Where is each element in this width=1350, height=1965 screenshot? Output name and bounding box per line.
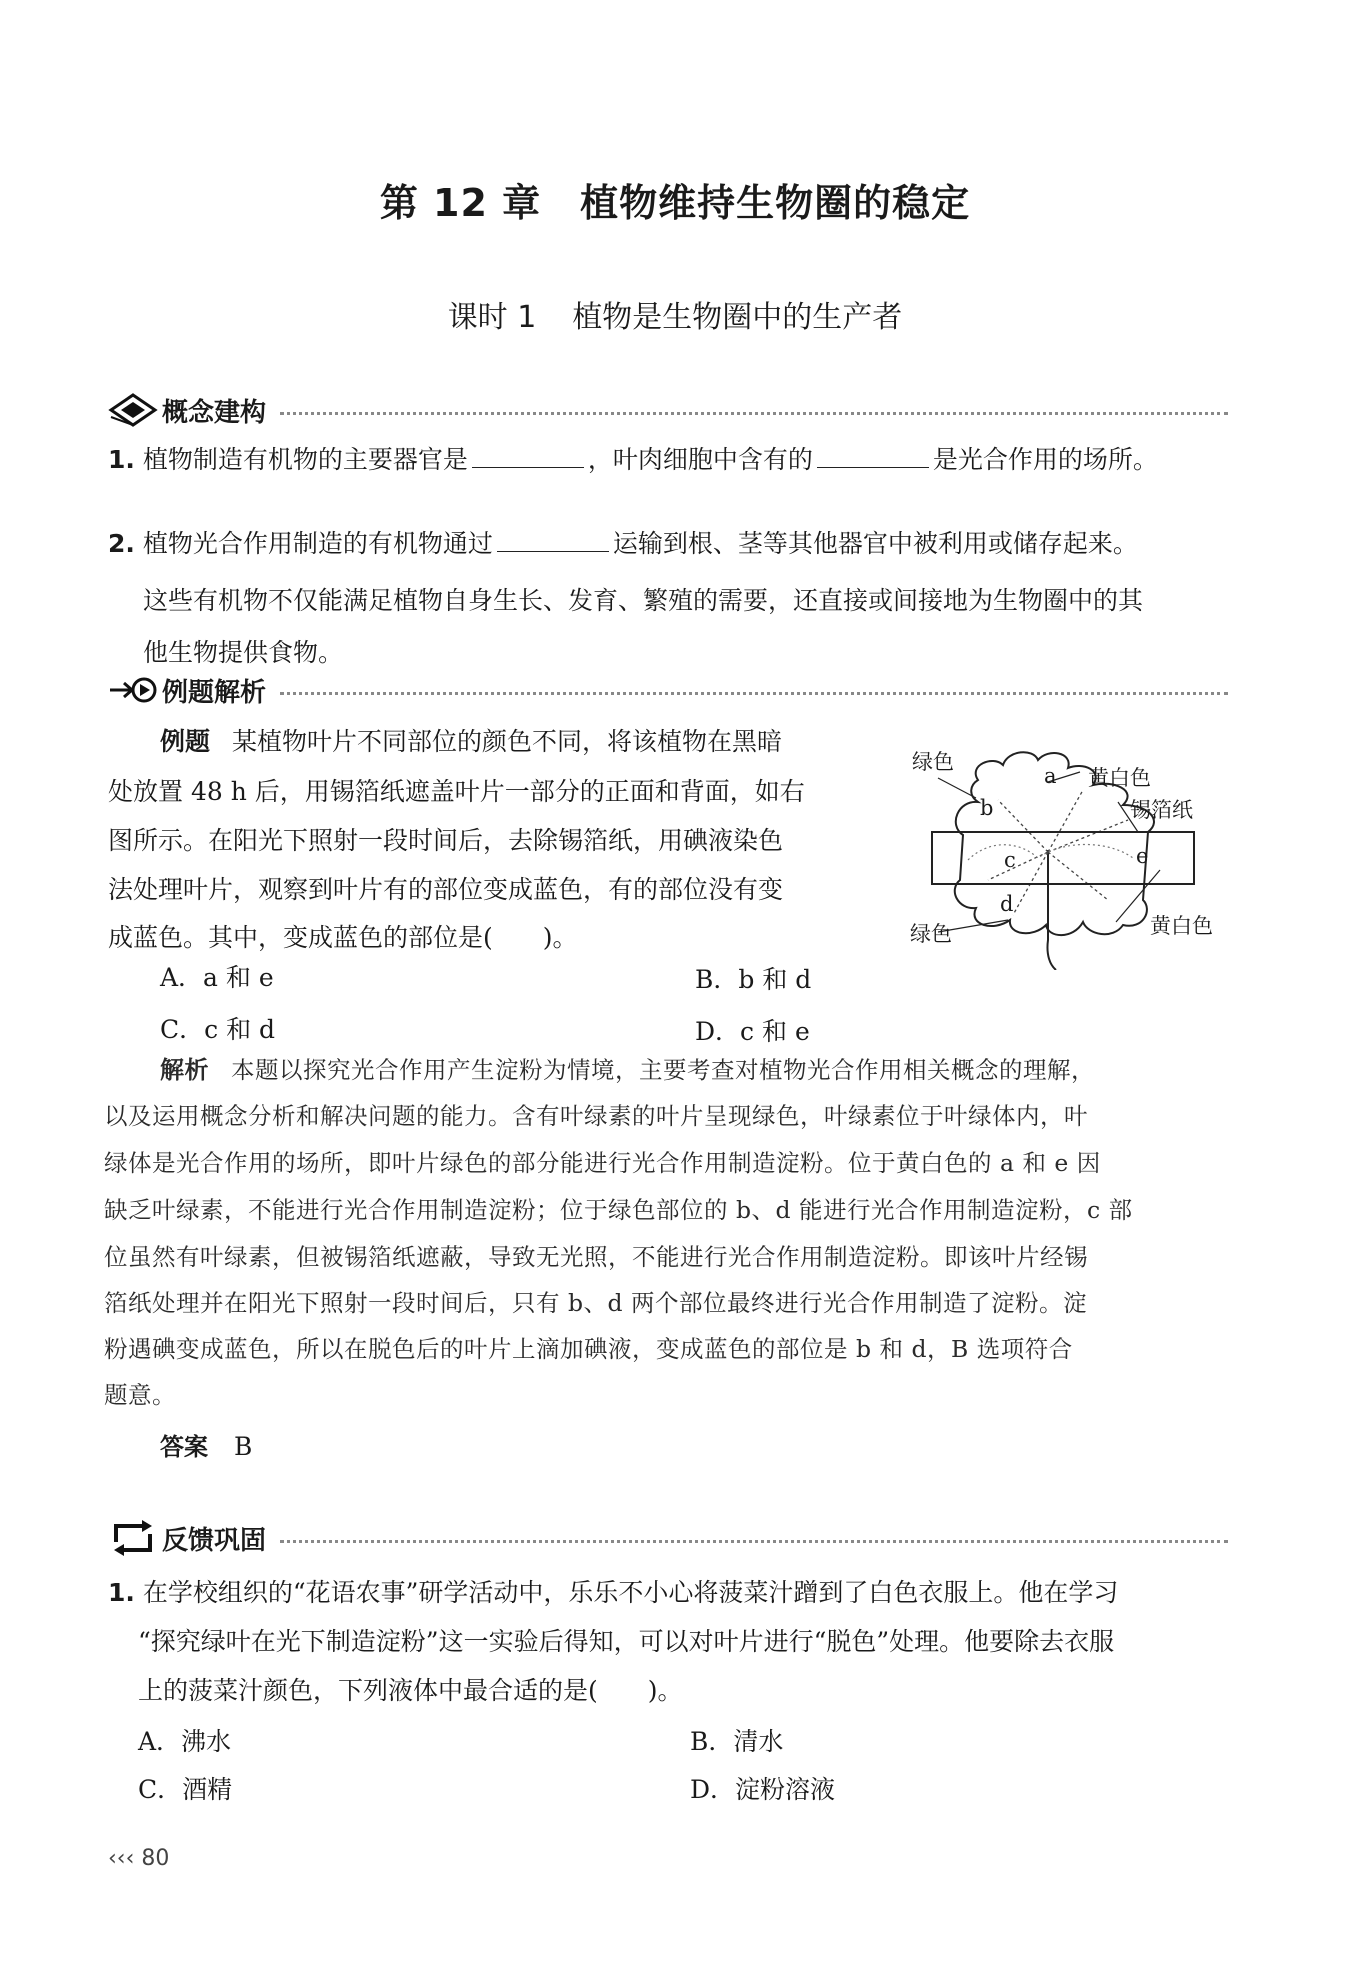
feedback-option-a: A．沸水 [138,1727,232,1756]
feedback-option-d: D．淀粉溶液 [690,1775,836,1804]
answer-blank [472,447,584,468]
divider [280,692,1228,695]
concept-diamond-icon [108,392,158,428]
feedback-q1-line-1: 1. 在学校组织的“花语农事”研学活动中，乐乐不小心将菠菜汁蹭到了白色衣服上。他在学习 [108,1578,1119,1607]
example-line-3: 图所示。在阳光下照射一段时间后，去除锡箔纸，用碘液染色 [108,826,784,855]
analysis-line-7: 粉遇碘变成蓝色，所以在脱色后的叶片上滴加碘液，变成蓝色的部位是 b 和 d，B 选项符合 [104,1335,1073,1363]
question-number: 1. [108,445,135,474]
divider [280,1540,1228,1543]
analysis-line-1: 解析 本题以探究光合作用产生淀粉为情境，主要考查对植物光合作用相关概念的理解， [160,1056,1095,1084]
answer-label: 答案 [160,1433,208,1461]
example-line-1: 例题 某植物叶片不同部位的颜色不同，将该植物在黑暗 [160,727,782,756]
label-d: d [1000,892,1014,916]
example-line-4: 法处理叶片，观察到叶片有的部位变成蓝色，有的部位没有变 [108,875,784,904]
example-line-5: 成蓝色。其中，变成蓝色的部位是( )。 [108,923,578,952]
label-b: b [980,796,994,820]
page-footer [108,1846,169,1871]
answer-value: B [233,1432,253,1461]
section-example-label: 例题解析 [162,677,267,708]
question-number: 1. [108,1578,135,1607]
answer-blank [817,447,929,468]
chapter-title: 第 12 章 植物维持生物圈的稳定 [379,181,971,225]
label-e: e [1136,844,1149,868]
analysis-line-3: 绿体是光合作用的场所，即叶片绿色的部分能进行光合作用制造淀粉。位于黄白色的 a 和 e 因 [104,1149,1101,1177]
example-option-a: A．a 和 e [160,963,274,992]
analysis-line-8: 题意。 [104,1381,176,1409]
lesson-label: 课时 1 [447,300,537,335]
section-example [108,672,1228,708]
example-line-2: 处放置 48 h 后，用锡箔纸遮盖叶片一部分的正面和背面，如右 [108,777,805,806]
concept-q1: 1. 植物制造有机物的主要器官是 ，叶肉细胞中含有的 是光合作用的场所。 [108,445,1158,474]
lesson-title [0,292,1350,336]
arrow-target-icon [108,672,158,708]
section-feedback-label: 反馈巩固 [162,1525,267,1556]
leaf-foil-diagram [898,740,1228,970]
feedback-option-b: B．清水 [690,1727,784,1756]
lesson-name: 植物是生物圈中的生产者 [572,300,903,335]
feedback-q1-line-3: 上的菠菜汁颜色，下列液体中最合适的是( )。 [138,1676,683,1705]
concept-q2: 2. 植物光合作用制造的有机物通过 运输到根、茎等其他器官中被利用或储存起来。 [108,529,1138,558]
label-yellow-top: 黄白色 [1088,766,1151,790]
label-a: a [1044,764,1057,788]
analysis-line-2: 以及运用概念分析和解决问题的能力。含有叶绿素的叶片呈现绿色，叶绿素位于叶绿体内，叶 [104,1102,1088,1130]
question-number: 2. [108,529,135,558]
example-option-b: B．b 和 d [695,965,812,994]
label-green-bottom: 绿色 [910,922,952,946]
example-option-c: C．c 和 d [160,1015,276,1044]
label-green-top: 绿色 [912,750,954,774]
feedback-option-c: C．酒精 [138,1775,233,1804]
label-foil: 锡箔纸 [1130,798,1193,822]
feedback-q1-line-2: “探究绿叶在光下制造淀粉”这一实验后得知，可以对叶片进行“脱色”处理。他要除去衣服 [138,1627,1115,1656]
example-label: 例题 [160,727,211,756]
analysis-label: 解析 [160,1056,209,1084]
analysis-line-4: 缺乏叶绿素，不能进行光合作用制造淀粉；位于绿色部位的 b、d 能进行光合作用制造淀粉，c 部 [104,1196,1133,1224]
page-number: 80 [141,1846,170,1871]
refresh-arrows-icon [108,1520,158,1556]
section-concept [108,392,1228,428]
divider [280,412,1228,415]
page-arrows-icon: ‹‹‹ [108,1846,135,1871]
concept-q2-line3: 他生物提供食物。 [143,638,344,667]
analysis-line-5: 位虽然有叶绿素，但被锡箔纸遮蔽，导致无光照，不能进行光合作用制造淀粉。即该叶片经锡 [104,1243,1088,1271]
section-feedback [108,1520,1228,1556]
example-option-d: D．c 和 e [695,1017,810,1046]
answer-blank [497,531,609,552]
analysis-line-6: 箔纸处理并在阳光下照射一段时间后，只有 b、d 两个部位最终进行光合作用制造了淀粉。淀 [104,1289,1088,1317]
concept-q2-line2: 这些有机物不仅能满足植物自身生长、发育、繁殖的需要，还直接或间接地为生物圈中的其 [143,586,1144,615]
label-yellow-bottom: 黄白色 [1150,914,1213,938]
section-concept-label: 概念建构 [162,397,267,428]
answer-line [160,1434,252,1459]
label-c: c [1004,848,1016,872]
